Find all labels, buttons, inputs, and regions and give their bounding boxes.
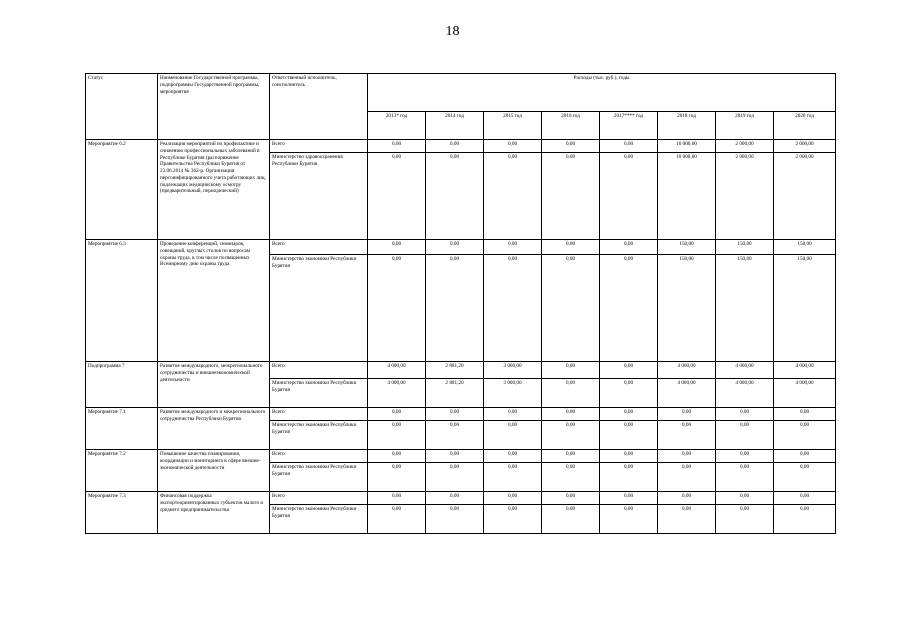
value-cell: 0,00	[484, 408, 542, 421]
row-executor: Министерство экономики Республики Бурятия	[270, 379, 368, 408]
value-cell: 0,00	[426, 492, 484, 505]
row-name: Финансовая поддержка экспортоориентированных субъектов малого и среднего предпринимательства	[158, 492, 270, 534]
row-name: Реализация мероприятий по профилактике и снижению профессиональных заболеваний в Республике Бурятия (распоряжение Правительства Республики Бурятия от 23.06.2014 № 362-р. Организация персонифицированного учета работающих лиц, подлежащих медицинскому осмотру (предварительный, периодический)	[158, 140, 270, 240]
value-cell: 150,00	[774, 240, 836, 255]
header-row	[86, 74, 836, 112]
value-cell: 0,00	[368, 140, 426, 153]
value-cell: 0,00	[426, 408, 484, 421]
value-cell: 0,00	[600, 408, 658, 421]
value-cell: 0,00	[542, 140, 600, 153]
value-cell: 4 000,00	[716, 362, 774, 379]
row-status: Мероприятие 6.3	[86, 240, 158, 362]
header-name: Наименование Государственной программы, подпрограммы Государственной программы, мероприятия	[158, 74, 270, 140]
header-expenses: Расходы (тыс. руб.), годы	[368, 74, 836, 112]
value-cell: 0,00	[484, 450, 542, 463]
row-executor: Всего	[270, 362, 368, 379]
value-cell: 0,00	[716, 450, 774, 463]
value-cell: 0,00	[542, 362, 600, 379]
value-cell: 0,00	[658, 505, 716, 534]
value-cell: 0,00	[600, 240, 658, 255]
table-row	[86, 240, 836, 255]
value-cell: 2 000,00	[774, 153, 836, 240]
value-cell: 0,00	[426, 505, 484, 534]
value-cell: 2 000,00	[716, 140, 774, 153]
row-executor: Всего	[270, 140, 368, 153]
value-cell: 0,00	[542, 505, 600, 534]
page-number: 18	[445, 24, 460, 39]
value-cell: 2 000,00	[716, 153, 774, 240]
value-cell: 0,00	[368, 255, 426, 362]
row-executor: Всего	[270, 450, 368, 463]
header-executor: Ответственный исполнитель, соисполнитель	[270, 74, 368, 140]
value-cell: 10 000,00	[658, 153, 716, 240]
value-cell: 0,00	[368, 492, 426, 505]
value-cell: 150,00	[658, 255, 716, 362]
value-cell: 0,00	[600, 379, 658, 408]
header-year: 2016 год	[542, 112, 600, 140]
value-cell: 0,00	[542, 408, 600, 421]
header-year: 2014 год	[426, 112, 484, 140]
row-name: Развитие международного и межрегионального сотрудничества Республики Бурятия	[158, 408, 270, 450]
value-cell: 0,00	[658, 408, 716, 421]
value-cell: 4 000,00	[658, 362, 716, 379]
value-cell: 0,00	[600, 505, 658, 534]
value-cell: 0,00	[658, 463, 716, 492]
value-cell: 0,00	[774, 450, 836, 463]
value-cell: 0,00	[542, 463, 600, 492]
row-status: Мероприятие 7.1	[86, 408, 158, 450]
value-cell: 4 000,00	[368, 362, 426, 379]
header-year: 2017**** год	[600, 112, 658, 140]
table-row	[86, 362, 836, 379]
value-cell: 0,00	[600, 463, 658, 492]
value-cell: 0,00	[368, 505, 426, 534]
header-year: 2020 год	[774, 112, 836, 140]
value-cell: 3 000,00	[484, 362, 542, 379]
value-cell: 4 000,00	[716, 379, 774, 408]
value-cell: 2 881,20	[426, 379, 484, 408]
value-cell: 0,00	[426, 421, 484, 450]
row-executor: Министерство здравоохранения Республики Бурятия	[270, 153, 368, 240]
value-cell: 0,00	[368, 408, 426, 421]
row-status: Мероприятие 6.2	[86, 140, 158, 240]
value-cell: 0,00	[600, 421, 658, 450]
value-cell: 0,00	[600, 153, 658, 240]
value-cell: 0,00	[716, 421, 774, 450]
row-executor: Министерство экономики Республики Бурятия	[270, 505, 368, 534]
value-cell: 0,00	[716, 492, 774, 505]
value-cell: 0,00	[426, 450, 484, 463]
value-cell: 0,00	[426, 463, 484, 492]
value-cell: 0,00	[368, 421, 426, 450]
value-cell: 0,00	[600, 362, 658, 379]
value-cell: 0,00	[600, 450, 658, 463]
value-cell: 0,00	[542, 450, 600, 463]
row-executor: Министерство экономики Республики Бурятия	[270, 421, 368, 450]
value-cell: 150,00	[716, 255, 774, 362]
value-cell: 0,00	[658, 421, 716, 450]
table-row	[86, 492, 836, 505]
value-cell: 0,00	[658, 492, 716, 505]
value-cell: 0,00	[368, 463, 426, 492]
header-year: 2018 год	[658, 112, 716, 140]
value-cell: 0,00	[600, 140, 658, 153]
value-cell: 0,00	[426, 153, 484, 240]
value-cell: 2 881,20	[426, 362, 484, 379]
table-row	[86, 140, 836, 153]
value-cell: 150,00	[658, 240, 716, 255]
header-status: Статус	[86, 74, 158, 140]
header-year: 2019 год	[716, 112, 774, 140]
value-cell: 0,00	[368, 153, 426, 240]
value-cell: 150,00	[716, 240, 774, 255]
value-cell: 0,00	[542, 255, 600, 362]
table-body	[86, 74, 836, 534]
value-cell: 0,00	[484, 505, 542, 534]
value-cell: 0,00	[774, 463, 836, 492]
value-cell: 0,00	[774, 408, 836, 421]
row-name: Повышение качества планирования, координации и мониторинга в сфере внешне-экономической деятельности	[158, 450, 270, 492]
row-executor: Всего	[270, 240, 368, 255]
value-cell: 0,00	[600, 255, 658, 362]
value-cell: 4 000,00	[774, 379, 836, 408]
value-cell: 0,00	[484, 492, 542, 505]
value-cell: 0,00	[600, 492, 658, 505]
value-cell: 4 000,00	[368, 379, 426, 408]
value-cell: 0,00	[484, 421, 542, 450]
value-cell: 0,00	[774, 505, 836, 534]
value-cell: 0,00	[426, 140, 484, 153]
value-cell: 0,00	[542, 421, 600, 450]
value-cell: 0,00	[484, 463, 542, 492]
row-status: Подпрограмма 7	[86, 362, 158, 408]
value-cell: 0,00	[774, 421, 836, 450]
value-cell: 0,00	[716, 505, 774, 534]
row-name: Развитие международного, межрегионального сотрудничества и внешнеэкономической деятельности	[158, 362, 270, 408]
value-cell: 0,00	[368, 240, 426, 255]
row-executor: Министерство экономики Республики Бурятия	[270, 463, 368, 492]
row-executor: Всего	[270, 492, 368, 505]
value-cell: 150,00	[774, 255, 836, 362]
value-cell: 0,00	[716, 408, 774, 421]
header-year: 2015 год	[484, 112, 542, 140]
budget-table	[85, 73, 836, 534]
row-status: Мероприятие 7.2	[86, 450, 158, 492]
value-cell: 0,00	[484, 240, 542, 255]
row-status: Мероприятие 7.3	[86, 492, 158, 534]
value-cell: 0,00	[426, 255, 484, 362]
value-cell: 0,00	[542, 492, 600, 505]
row-name: Проведение конференций, семинаров, совещаний, круглых столов по вопросам охраны труда, в том числе посвященных Всемирному дню охраны труда	[158, 240, 270, 362]
value-cell: 4 000,00	[774, 362, 836, 379]
value-cell: 0,00	[774, 492, 836, 505]
value-cell: 0,00	[368, 450, 426, 463]
table-row	[86, 408, 836, 421]
value-cell: 0,00	[716, 463, 774, 492]
value-cell: 2 000,00	[774, 140, 836, 153]
value-cell: 0,00	[542, 153, 600, 240]
value-cell: 0,00	[484, 153, 542, 240]
header-year: 2013* год	[368, 112, 426, 140]
row-executor: Всего	[270, 408, 368, 421]
value-cell: 0,00	[542, 379, 600, 408]
value-cell: 0,00	[542, 240, 600, 255]
value-cell: 3 000,00	[484, 379, 542, 408]
value-cell: 0,00	[658, 450, 716, 463]
value-cell: 4 000,00	[658, 379, 716, 408]
value-cell: 0,00	[484, 255, 542, 362]
row-executor: Министерство экономики Республики Бурятия	[270, 255, 368, 362]
value-cell: 0,00	[484, 140, 542, 153]
table-row	[86, 450, 836, 463]
value-cell: 10 000,00	[658, 140, 716, 153]
value-cell: 0,00	[426, 240, 484, 255]
